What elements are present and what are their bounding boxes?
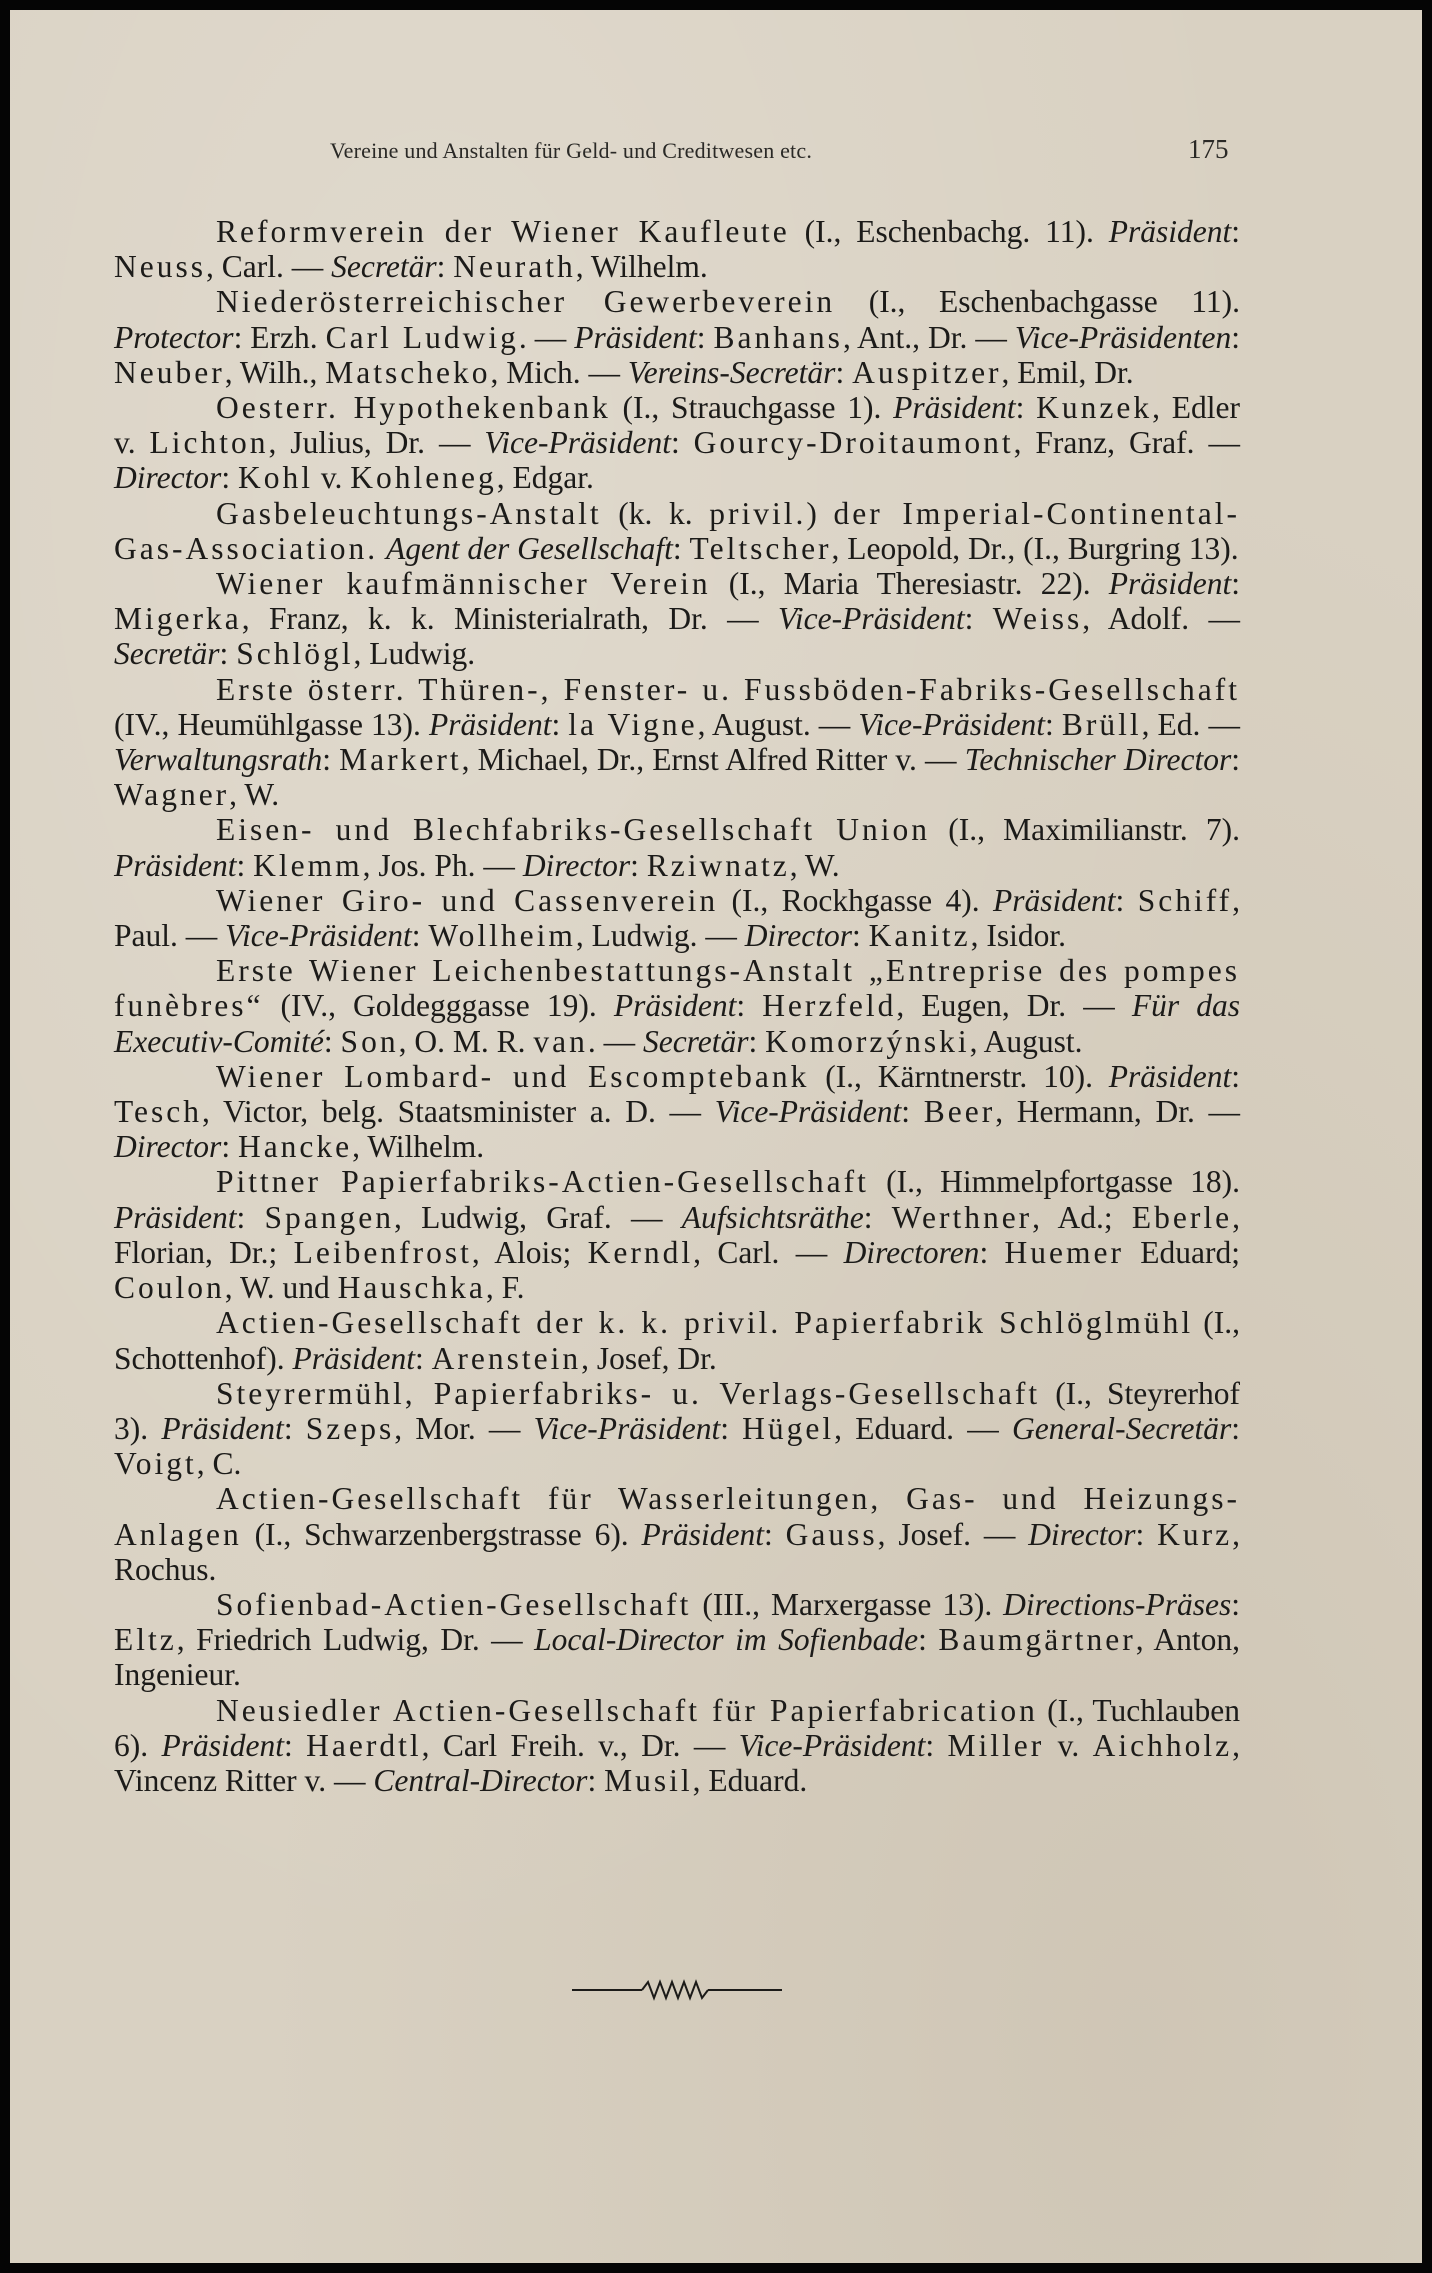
- entry-text: :: [221, 1129, 238, 1165]
- spaced-name: Markert: [339, 742, 462, 778]
- entry-text: , Edler v.: [114, 390, 1240, 461]
- spaced-name: Miller: [947, 1727, 1045, 1763]
- spaced-name: Neusiedler Actien-Gesellschaft für Papierfabrication: [216, 1692, 1038, 1728]
- entry-text: , Wilh.,: [224, 354, 326, 390]
- spaced-name: Beer: [923, 1094, 996, 1130]
- entry-text: , Florian, Dr.;: [114, 1199, 1240, 1270]
- role-title: Secretär: [114, 636, 220, 672]
- entry-text: , Ludwig.: [353, 636, 476, 672]
- spaced-name: Gauss: [785, 1516, 878, 1552]
- entry-text: :: [748, 1023, 766, 1059]
- entry-text: , Ludwig, Graf. —: [393, 1199, 682, 1235]
- role-title: Vice-Präsidenten: [1014, 319, 1232, 355]
- entry-text: :: [1231, 1058, 1240, 1094]
- role-title: Director: [114, 460, 222, 496]
- role-title: Directions-Präses: [1003, 1586, 1232, 1622]
- entry-text: :: [587, 1762, 605, 1798]
- spaced-name: privil.: [709, 495, 807, 531]
- entry-text: , Ed. —: [1141, 706, 1240, 742]
- spaced-name: Komorzýnski: [765, 1023, 970, 1059]
- spaced-name: Auspitzer: [852, 354, 1002, 390]
- entry-text: , Adolf. —: [1082, 601, 1240, 637]
- directory-entry: [114, 1693, 1240, 1799]
- spaced-name: Wiener Giro- und Cassenverein: [216, 882, 719, 918]
- entry-text: :: [414, 1340, 432, 1376]
- entry-text: , Ad.;: [1032, 1199, 1132, 1235]
- spaced-name: Aichholz: [1092, 1727, 1233, 1763]
- role-title: Präsident: [114, 1199, 237, 1235]
- book-page: [10, 10, 1422, 2263]
- entry-text: (I., Tuchlauben 6).: [114, 1692, 1240, 1763]
- entry-text: :: [901, 1094, 924, 1130]
- entry-text: :: [1015, 390, 1037, 426]
- entry-text: , Franz, k. k. Ministerialrath, Dr. —: [241, 601, 779, 637]
- directory-entry: [114, 1059, 1240, 1165]
- entry-text: , Julius, Dr. —: [268, 425, 485, 461]
- role-title: Vice-Präsident: [484, 425, 671, 461]
- entry-text: [378, 531, 386, 566]
- directory-entry: [114, 1481, 1240, 1587]
- entry-text: , Victor, belg. Staatsminister a. D. —: [202, 1094, 715, 1130]
- directory-entry: [114, 390, 1240, 496]
- role-title: Vice-Präsident: [225, 918, 412, 954]
- role-title: Präsident: [292, 1340, 415, 1376]
- role-title: Director: [744, 918, 853, 954]
- spaced-name: Gourcy-Droitaumont: [693, 425, 1014, 461]
- entry-text: (I., Maximilianstr. 7).: [930, 812, 1240, 848]
- spaced-name: Brüll: [1061, 706, 1142, 742]
- entry-text: :: [670, 425, 694, 461]
- entry-text: :: [918, 1622, 939, 1658]
- entry-text: , W.: [229, 777, 280, 813]
- directory-entries: [114, 214, 1240, 1798]
- role-title: Technischer Director: [964, 742, 1232, 778]
- entry-text: (IV., Goldegggasse 19).: [263, 988, 614, 1024]
- role-title: Für das Executiv-Comité: [114, 988, 1240, 1059]
- entry-text: :: [411, 918, 429, 954]
- role-title: Vice-Präsident: [714, 1094, 902, 1130]
- spaced-name: Hauschka: [337, 1270, 486, 1306]
- entry-text: , Eduard.: [692, 1762, 808, 1798]
- spaced-name: Kunzek: [1036, 390, 1153, 426]
- spaced-name: Sofienbad-Actien-Gesellschaft: [216, 1586, 692, 1622]
- entry-text: , Carl. —: [206, 249, 332, 285]
- directory-entry: [114, 1587, 1240, 1693]
- spaced-name: Tesch: [114, 1094, 203, 1130]
- entry-text: :: [551, 706, 569, 742]
- role-title: Präsident: [574, 319, 697, 355]
- entry-text: , Edgar.: [496, 460, 594, 496]
- spaced-name: Matscheko: [325, 354, 491, 390]
- directory-entry: [114, 953, 1240, 1059]
- spaced-name: Neuber: [114, 354, 225, 390]
- entry-text: :: [1231, 214, 1241, 249]
- entry-text: , Alois;: [471, 1234, 588, 1270]
- role-title: Secretär: [331, 249, 437, 285]
- spaced-name: Arenstein: [431, 1340, 582, 1376]
- spaced-name: Kohleneg: [350, 460, 497, 496]
- spaced-name: Niederösterreichischer Gewerbeverein: [216, 284, 836, 320]
- entry-text: (I., Schottenhof).: [114, 1305, 1241, 1376]
- spaced-name: Weiss: [992, 601, 1083, 637]
- entry-text: :: [284, 1727, 307, 1763]
- entry-text: :: [964, 601, 993, 637]
- spaced-name: Werthner: [891, 1199, 1033, 1235]
- entry-text: . —: [587, 1023, 643, 1059]
- spaced-name: Wagner: [114, 777, 230, 813]
- role-title: Präsident: [613, 988, 737, 1024]
- entry-text: :: [672, 530, 690, 566]
- entry-text: , Rochus.: [114, 1516, 1240, 1587]
- role-title: General-Secretär: [1011, 1410, 1232, 1446]
- entry-text: :: [323, 1023, 341, 1059]
- entry-text: :: [1231, 566, 1241, 602]
- entry-text: ): [806, 495, 834, 531]
- role-title: Protector: [114, 319, 234, 355]
- entry-text: , Eduard. —: [834, 1410, 1012, 1446]
- entry-text: , Josef, Dr.: [581, 1340, 717, 1376]
- entry-text: (I., Himmelpfortgasse 18).: [868, 1164, 1240, 1200]
- role-title: Director: [114, 1129, 222, 1165]
- entry-text: , Ludwig. —: [575, 918, 745, 954]
- role-title: Vice-Präsident: [738, 1727, 926, 1763]
- entry-text: , Isidor.: [970, 918, 1067, 954]
- spaced-name: Leibenfrost: [293, 1234, 472, 1270]
- entry-text: :: [219, 636, 237, 672]
- directory-entry: [114, 672, 1240, 813]
- role-title: Local-Director im Sofienbade: [534, 1622, 919, 1658]
- entry-text: :: [1231, 319, 1241, 355]
- role-title: Vice-Präsident: [778, 601, 965, 637]
- directory-entry: [114, 1164, 1240, 1305]
- entry-text: , Emil, Dr.: [1001, 354, 1134, 390]
- entry-text: v.: [312, 460, 351, 496]
- entry-text: (IV., Heumühlgasse 13).: [114, 706, 429, 742]
- entry-text: :: [1231, 1586, 1240, 1622]
- entry-text: (I., Rockhgasse 4).: [718, 882, 994, 918]
- entry-text: (k. k.: [601, 495, 710, 531]
- entry-text: . —: [518, 319, 575, 355]
- entry-text: , Leopold, Dr., (I., Burgring 13).: [831, 530, 1239, 566]
- role-title: Präsident: [1108, 1058, 1232, 1094]
- entry-text: :: [1115, 882, 1138, 918]
- spaced-name: la Vigne: [568, 706, 698, 742]
- entry-text: (I., Strauchgasse 1).: [610, 390, 894, 426]
- entry-text: :: [925, 1727, 948, 1763]
- spaced-name: Erste österr. Thüren-, Fenster- u. Fussböden-Fabriks-Gesellschaft: [216, 671, 1240, 707]
- spaced-name: Actien-Gesellschaft der k. k. privil. Papierfabrik Schlöglmühl: [216, 1305, 1194, 1341]
- entry-text: , Mich. —: [490, 354, 628, 390]
- entry-text: , Vincenz Ritter v. —: [114, 1727, 1240, 1798]
- entry-text: , Franz, Graf. —: [1013, 425, 1240, 461]
- spaced-name: Eberle: [1131, 1199, 1233, 1235]
- role-title: Directoren: [843, 1234, 980, 1270]
- role-title: Präsident: [1108, 566, 1232, 602]
- role-title: Präsident: [1108, 214, 1232, 249]
- entry-text: (I., Eschenbachgasse 11).: [835, 284, 1240, 320]
- role-title: Director: [522, 847, 631, 883]
- role-title: Secretär: [642, 1023, 749, 1059]
- spaced-name: Erste Wiener Leichenbestattungs-Anstalt „Entreprise des pompes funèbres“: [114, 953, 1240, 1024]
- spaced-name: van: [533, 1023, 588, 1059]
- directory-entry: [114, 1305, 1240, 1375]
- spaced-name: Wiener kaufmännischer Verein: [216, 566, 711, 602]
- entry-text: :: [1135, 1516, 1158, 1552]
- entry-text: , Josef. —: [877, 1516, 1029, 1552]
- directory-entry: [114, 496, 1240, 566]
- spaced-name: Kanitz: [868, 918, 971, 954]
- spaced-name: Oesterr. Hypothekenbank: [216, 390, 611, 426]
- entry-text: , Ant., Dr. —: [842, 319, 1015, 355]
- spaced-name: Voigt: [114, 1446, 197, 1482]
- entry-text: :: [236, 847, 254, 883]
- spaced-name: Eisen- und Blechfabriks-Gesellschaft Union: [216, 812, 931, 848]
- spaced-name: Actien-Gesellschaft für Wasserleitungen, Gas- und Heizungs-Anlagen: [114, 1481, 1240, 1552]
- spaced-name: Reformverein der Wiener Kaufleute: [216, 214, 790, 249]
- directory-entry: [114, 883, 1240, 953]
- directory-entry: [114, 214, 1240, 284]
- entry-text: :: [630, 847, 647, 883]
- spaced-name: Son: [340, 1023, 399, 1059]
- entry-text: , F.: [485, 1270, 525, 1306]
- spaced-name: Steyrermühl, Papierfabriks- u. Verlags-Gesellschaft: [216, 1375, 1041, 1411]
- role-title: Director: [1028, 1516, 1136, 1552]
- entry-text: v.: [1044, 1727, 1093, 1763]
- entry-text: :: [852, 918, 869, 954]
- directory-entry: [114, 1376, 1240, 1482]
- entry-text: :: [736, 988, 763, 1024]
- entry-text: :: [283, 1410, 306, 1446]
- entry-text: :: [1044, 706, 1062, 742]
- spaced-name: Huemer: [1004, 1234, 1124, 1270]
- role-title: Präsident: [161, 1727, 285, 1763]
- spaced-name: Baumgärtner: [938, 1622, 1136, 1658]
- page-number: 175: [1188, 134, 1229, 164]
- entry-text: (I., Eschenbachg. 11).: [789, 214, 1109, 249]
- entry-text: :: [236, 1199, 265, 1235]
- spaced-name: Schiff: [1137, 882, 1233, 918]
- running-head: Vereine und Anstalten für Geld- und Creditwesen etc.: [330, 138, 813, 163]
- entry-text: , Jos. Ph. —: [362, 847, 523, 883]
- entry-text: (III., Marxergasse 13).: [691, 1586, 1004, 1622]
- spaced-name: Wollheim: [428, 918, 576, 954]
- spaced-name: Pittner Papierfabriks-Actien-Gesellschaft: [216, 1164, 869, 1200]
- spaced-name: Schlögl: [236, 636, 354, 672]
- wavy-rule-ornament-icon: [572, 1975, 782, 2005]
- entry-text: , August.: [969, 1023, 1083, 1059]
- entry-text: , Wilhelm.: [575, 249, 708, 285]
- role-title: Präsident: [993, 882, 1116, 918]
- spaced-name: Eltz: [114, 1622, 177, 1658]
- entry-text: , August. —: [697, 706, 859, 742]
- spaced-name: Gasbeleuchtungs-Anstalt: [216, 495, 602, 531]
- entry-text: , Eugen, Dr. —: [896, 988, 1132, 1024]
- entry-text: :: [322, 742, 340, 778]
- spaced-name: Migerka: [114, 601, 242, 637]
- entry-text: : Erzh.: [233, 319, 326, 355]
- spaced-name: der Imperial-Continental-Gas-Association.: [114, 495, 1240, 566]
- entry-text: :: [835, 354, 853, 390]
- role-title: Vereins-Secretär: [627, 354, 836, 390]
- role-title: Präsident: [161, 1410, 284, 1446]
- role-title: Agent der Gesellschaft: [385, 530, 673, 566]
- spaced-name: Kohl: [237, 460, 313, 496]
- role-title: Central-Director: [373, 1762, 588, 1798]
- spaced-name: Hancke: [237, 1129, 353, 1165]
- entry-text: :: [696, 319, 714, 355]
- spaced-name: Teltscher: [689, 530, 832, 566]
- entry-text: , Wilhelm.: [352, 1129, 485, 1165]
- entry-text: , Hermann, Dr. —: [995, 1094, 1240, 1130]
- entry-text: , Michael, Dr., Ernst Alfred Ritter v. —: [461, 742, 965, 778]
- spaced-name: Lichton: [149, 425, 269, 461]
- entry-text: :: [436, 249, 454, 285]
- entry-text: Eduard;: [1123, 1234, 1241, 1270]
- entry-text: , W. und: [224, 1270, 338, 1306]
- spaced-name: Banhans: [713, 319, 843, 355]
- entry-text: :: [979, 1234, 1005, 1270]
- entry-text: :: [764, 1516, 786, 1552]
- role-title: Präsident: [641, 1516, 765, 1552]
- role-title: Präsident: [893, 390, 1016, 426]
- entry-text: , C.: [196, 1446, 242, 1482]
- entry-text: , Paul. —: [114, 882, 1240, 954]
- spaced-name: Kurz: [1157, 1516, 1233, 1552]
- spaced-name: Coulon: [114, 1270, 225, 1306]
- entry-text: :: [221, 460, 238, 496]
- entry-text: , Friedrich Ludwig, Dr. —: [176, 1622, 535, 1658]
- spaced-name: Rziwnatz: [646, 847, 790, 883]
- spaced-name: Kerndl: [587, 1234, 694, 1270]
- entry-text: , Carl. —: [693, 1234, 844, 1270]
- entry-text: :: [720, 1410, 743, 1446]
- entry-text: :: [863, 1199, 892, 1235]
- role-title: Vice-Präsident: [858, 706, 1045, 742]
- spaced-name: Neuss: [114, 249, 206, 285]
- role-title: Vice-Präsident: [533, 1410, 721, 1446]
- entry-text: (I., Schwarzenbergstrasse 6).: [241, 1516, 642, 1552]
- entry-text: (I., Steyrerhof 3).: [114, 1375, 1240, 1446]
- directory-entry: [114, 566, 1240, 672]
- directory-entry: [114, 812, 1240, 882]
- spaced-name: Spangen: [264, 1199, 394, 1235]
- entry-text: , Mor. —: [394, 1410, 534, 1446]
- spaced-name: Hügel: [742, 1410, 835, 1446]
- entry-text: :: [1231, 1410, 1240, 1446]
- entry-text: , O. M. R.: [398, 1023, 534, 1059]
- entry-text: (I., Maria Theresiastr. 22).: [710, 566, 1109, 602]
- spaced-name: Neurath: [453, 249, 576, 285]
- spaced-name: Musil: [604, 1762, 693, 1798]
- role-title: Präsident: [428, 706, 552, 742]
- entry-text: , W.: [789, 847, 840, 883]
- spaced-name: Szeps: [305, 1410, 395, 1446]
- spaced-name: Wiener Lombard- und Escomptebank: [216, 1058, 810, 1094]
- entry-text: , Anton, Ingenieur.: [114, 1622, 1240, 1693]
- spaced-name: Carl Ludwig: [325, 319, 519, 355]
- spaced-name: Klemm: [253, 847, 363, 883]
- entry-text: (I., Kärntnerstr. 10).: [809, 1058, 1109, 1094]
- directory-entry: [114, 284, 1240, 390]
- spaced-name: Herzfeld: [762, 988, 897, 1024]
- entry-text: :: [1231, 742, 1240, 778]
- spaced-name: Haerdtl: [306, 1727, 422, 1763]
- role-title: Präsident: [114, 847, 237, 883]
- role-title: Aufsichtsräthe: [681, 1199, 864, 1235]
- entry-text: , Carl Freih. v., Dr. —: [421, 1727, 739, 1763]
- role-title: Verwaltungsrath: [114, 742, 323, 778]
